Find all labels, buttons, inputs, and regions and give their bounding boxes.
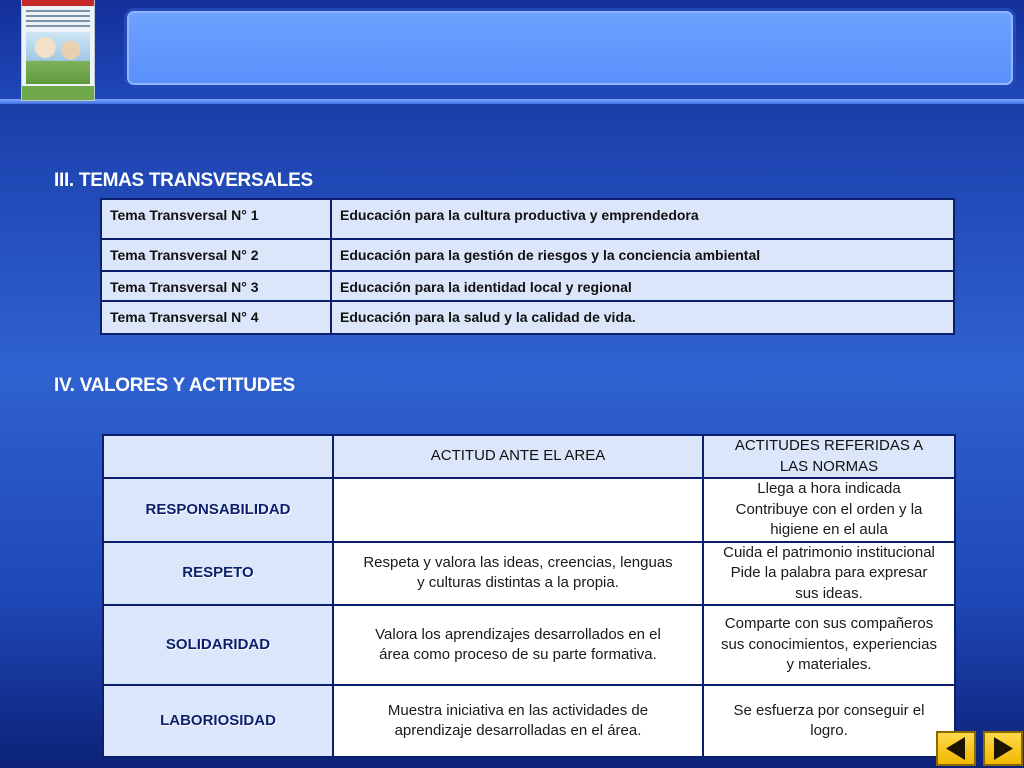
section-heading-temas: III. TEMAS TRANSVERSALES [54,170,313,191]
tema-label: Tema Transversal N° 4 [101,301,331,334]
temas-table [100,198,955,335]
header-norms-line: LAS NORMAS [779,457,879,475]
area-line: área como proceso de su parte formativa. [379,646,657,663]
table-row [103,542,955,606]
table-row [101,199,954,239]
tema-label: Tema Transversal N° 3 [101,271,331,301]
tema-value: Educación para la salud y la calidad de vida. [331,301,954,334]
table-header-row [103,435,955,478]
area-attitude [333,685,703,757]
top-divider [0,99,1024,104]
tema-label: Tema Transversal N° 2 [101,239,331,271]
area-attitude [333,605,703,685]
previous-slide-button[interactable] [936,731,976,766]
header-norms-line: ACTITUDES REFERIDAS A [734,437,924,454]
area-attitude [333,542,703,606]
norms-attitude [703,605,955,685]
header-col-norms [703,435,955,478]
norms-line: Contribuye con el orden y la [735,500,923,518]
tema-value: Educación para la cultura productiva y emprendedora [331,199,954,239]
value-name: RESPONSABILIDAD [103,478,333,542]
cover-title-lines [26,10,90,28]
area-line: Valora los aprendizajes desarrollados en el [375,625,661,643]
area-line: y culturas distintas a la propia. [417,574,619,592]
table-row [103,605,955,685]
tema-value: Educación para la identidad local y regional [331,271,954,301]
table-row [101,301,954,334]
norms-line: higiene en el aula [770,521,888,538]
value-name: LABORIOSIDAD [103,685,333,757]
cover-top-stripe [22,0,94,6]
table-row [101,239,954,271]
tema-label: Tema Transversal N° 1 [101,199,331,239]
norms-line: y materiales. [786,656,872,674]
norms-line: Comparte con sus compañeros [724,615,934,633]
table-row [101,271,954,301]
valores-table [102,434,956,758]
area-line: aprendizaje desarrolladas en el área. [394,722,642,739]
area-line: Respeta y valora las ideas, creencias, lenguas [363,553,673,571]
norms-line: logro. [810,722,848,739]
norms-line: Llega a hora indicada [757,480,901,497]
area-attitude [333,478,703,542]
norms-line: sus conocimientos, experiencias [721,635,937,653]
norms-line: Pide la palabra para expresar [730,564,928,581]
norms-attitude [703,542,955,606]
norms-line: Cuida el patrimonio institucional [723,543,935,561]
next-slide-button[interactable] [983,731,1023,766]
norms-attitude [703,478,955,542]
value-name: SOLIDARIDAD [103,605,333,685]
norms-line: Se esfuerza por conseguir el [733,701,925,719]
curriculum-book-cover-image [22,0,94,100]
value-name: RESPETO [103,542,333,606]
tema-value: Educación para la gestión de riesgos y la conciencia ambiental [331,239,954,271]
triangle-right-icon [985,733,1021,764]
norms-attitude [703,685,955,757]
triangle-left-icon [938,733,974,764]
cover-bottom-stripe [22,86,94,100]
table-row [103,478,955,542]
table-row [103,685,955,757]
header-col-area: ACTITUD ANTE EL AREA [333,435,703,478]
header-col-values [103,435,333,478]
norms-line: sus ideas. [795,584,863,602]
area-line: Muestra iniciativa en las actividades de [387,701,649,719]
slide-title-box [124,8,1016,88]
section-heading-valores: IV. VALORES Y ACTITUDES [54,375,295,396]
cover-children-picture [26,32,90,84]
